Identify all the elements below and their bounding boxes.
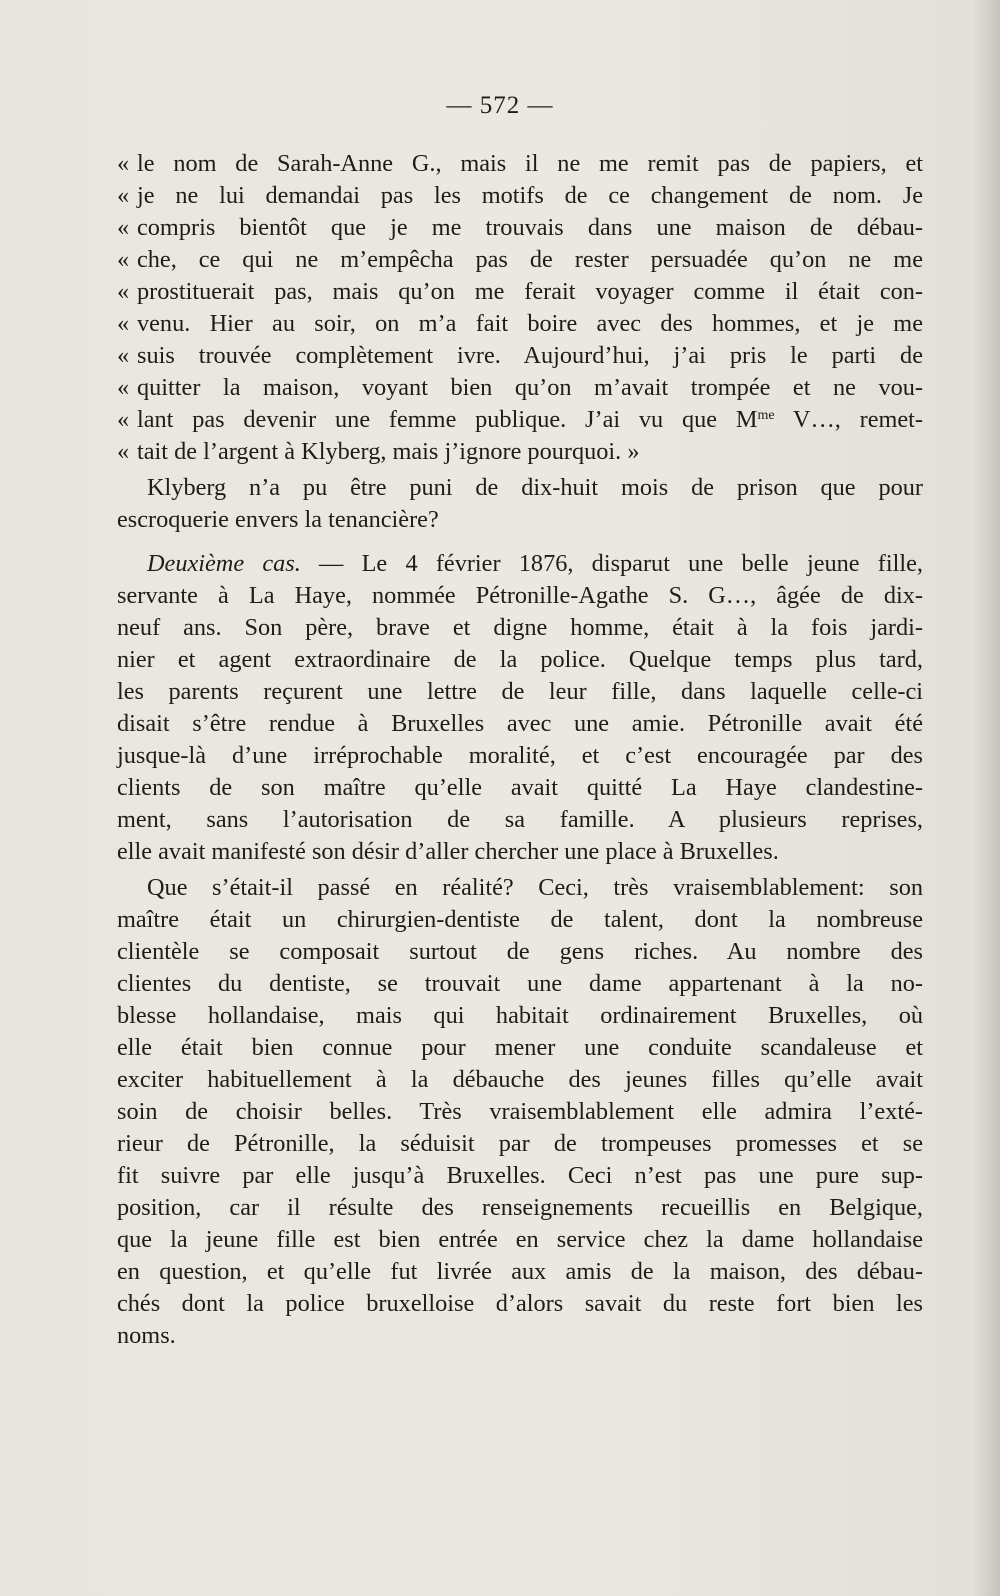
text-line: noms. xyxy=(117,1322,176,1349)
text-line: rieur de Pétronille, la séduisit par de trompeuses promesses et se xyxy=(117,1130,923,1157)
paragraph-klyberg xyxy=(117,472,923,536)
paragraph-second-case xyxy=(117,580,923,868)
page-edge-shadow xyxy=(972,0,1000,1596)
quote-line: « lant pas devenir une femme publique. J’ai vu que $M^{me}$ V…, remet- xyxy=(117,404,923,436)
paragraph-reality xyxy=(117,872,923,1352)
text-line: blesse hollandaise, mais qui habitait ordinairement Bruxelles, où xyxy=(117,1002,923,1029)
quote-mark: « xyxy=(117,214,130,241)
text-line: Que s’était-il passé en réalité? Ceci, très vraisemblablement: son xyxy=(147,874,923,901)
quote-line: « che, ce qui ne m’empêcha pas de rester persuadée qu’on ne me xyxy=(117,244,923,276)
quote-mark: « xyxy=(117,374,130,401)
text-line: clientèle se composait surtout de gens riches. Au nombre des xyxy=(117,938,923,965)
text-line: elle avait manifesté son désir d’aller chercher une place à Bruxelles. xyxy=(117,838,779,865)
text-line: chés dont la police bruxelloise d’alors savait du reste fort bien les xyxy=(117,1290,923,1317)
text-line: Klyberg n’a pu être puni de dix-huit mois de prison que pour xyxy=(147,474,923,501)
text-line: clients de son maître qu’elle avait quitté La Haye clandestine- xyxy=(117,774,923,801)
text-line: les parents reçurent une lettre de leur fille, dans laquelle celle-ci xyxy=(117,678,923,705)
text-line: servante à La Haye, nommée Pétronille-Agathe S. G…, âgée de dix- xyxy=(117,582,923,609)
page-number: — 572 — xyxy=(446,92,554,119)
text-line: nier et agent extraordinaire de la police. Quelque temps plus tard, xyxy=(117,646,923,673)
text-line: que la jeune fille est bien entrée en service chez la dame hollandaise xyxy=(117,1226,923,1253)
quote-mark: « xyxy=(117,278,130,305)
text-line: en question, et qu’elle fut livrée aux amis de la maison, des débau- xyxy=(117,1258,923,1285)
quote-line: « tait de l’argent à Klyberg, mais j’ignore pourquoi. » xyxy=(117,436,923,468)
case-heading: Deuxième cas. xyxy=(147,550,301,577)
quote-line: « prostituerait pas, mais qu’on me ferait voyager comme il était con- xyxy=(117,276,923,308)
body-text xyxy=(117,148,923,1352)
quote-mark: « xyxy=(117,438,130,465)
quote-mark: « xyxy=(117,150,130,177)
text-line: exciter habituellement à la débauche des jeunes filles qu’elle avait xyxy=(117,1066,923,1093)
quote-line: « venu. Hier au soir, on m’a fait boire avec des hommes, et je me xyxy=(117,308,923,340)
quote-line: « compris bientôt que je me trouvais dans une maison de débau- xyxy=(117,212,923,244)
text-line: disait s’être rendue à Bruxelles avec une amie. Pétronille avait été xyxy=(117,710,923,737)
quote-line: « quitter la maison, voyant bien qu’on m’avait trompée et ne vou- xyxy=(117,372,923,404)
text-line: ment, sans l’autorisation de sa famille. A plusieurs reprises, xyxy=(117,806,923,833)
text-line: maître était un chirurgien-dentiste de talent, dont la nombreuse xyxy=(117,906,923,933)
text-line: clientes du dentiste, se trouvait une dame appartenant à la no- xyxy=(117,970,923,997)
quote-line: « le nom de Sarah-Anne G., mais il ne me remit pas de papiers, et xyxy=(117,148,923,180)
text-line: soin de choisir belles. Très vraisemblablement elle admira l’exté- xyxy=(117,1098,923,1125)
case-heading-line: Deuxième cas. — Le 4 février 1876, disparut une belle jeune fille, xyxy=(147,550,923,577)
quote-mark: « xyxy=(117,182,130,209)
quote-line: « je ne lui demandai pas les motifs de ce changement de nom. Je xyxy=(117,180,923,212)
text-line: escroquerie envers la tenancière? xyxy=(117,506,439,533)
quote-mark: « xyxy=(117,406,130,433)
text-line: elle était bien connue pour mener une conduite scandaleuse et xyxy=(117,1034,923,1061)
quoted-testimony xyxy=(117,148,923,404)
quote-mark: « xyxy=(117,246,130,273)
quote-mark: « xyxy=(117,342,130,369)
text-line: jusque-là d’une irréprochable moralité, et c’est encouragée par des xyxy=(117,742,923,769)
text-line: fit suivre par elle jusqu’à Bruxelles. Ceci n’est pas une pure sup- xyxy=(117,1162,923,1189)
quote-mark: « xyxy=(117,310,130,337)
text-line: neuf ans. Son père, brave et digne homme, était à la fois jardi- xyxy=(117,614,923,641)
quote-line: « suis trouvée complètement ivre. Aujourd’hui, j’ai pris le parti de xyxy=(117,340,923,372)
text-line: position, car il résulte des renseignements recueillis en Belgique, xyxy=(117,1194,923,1221)
